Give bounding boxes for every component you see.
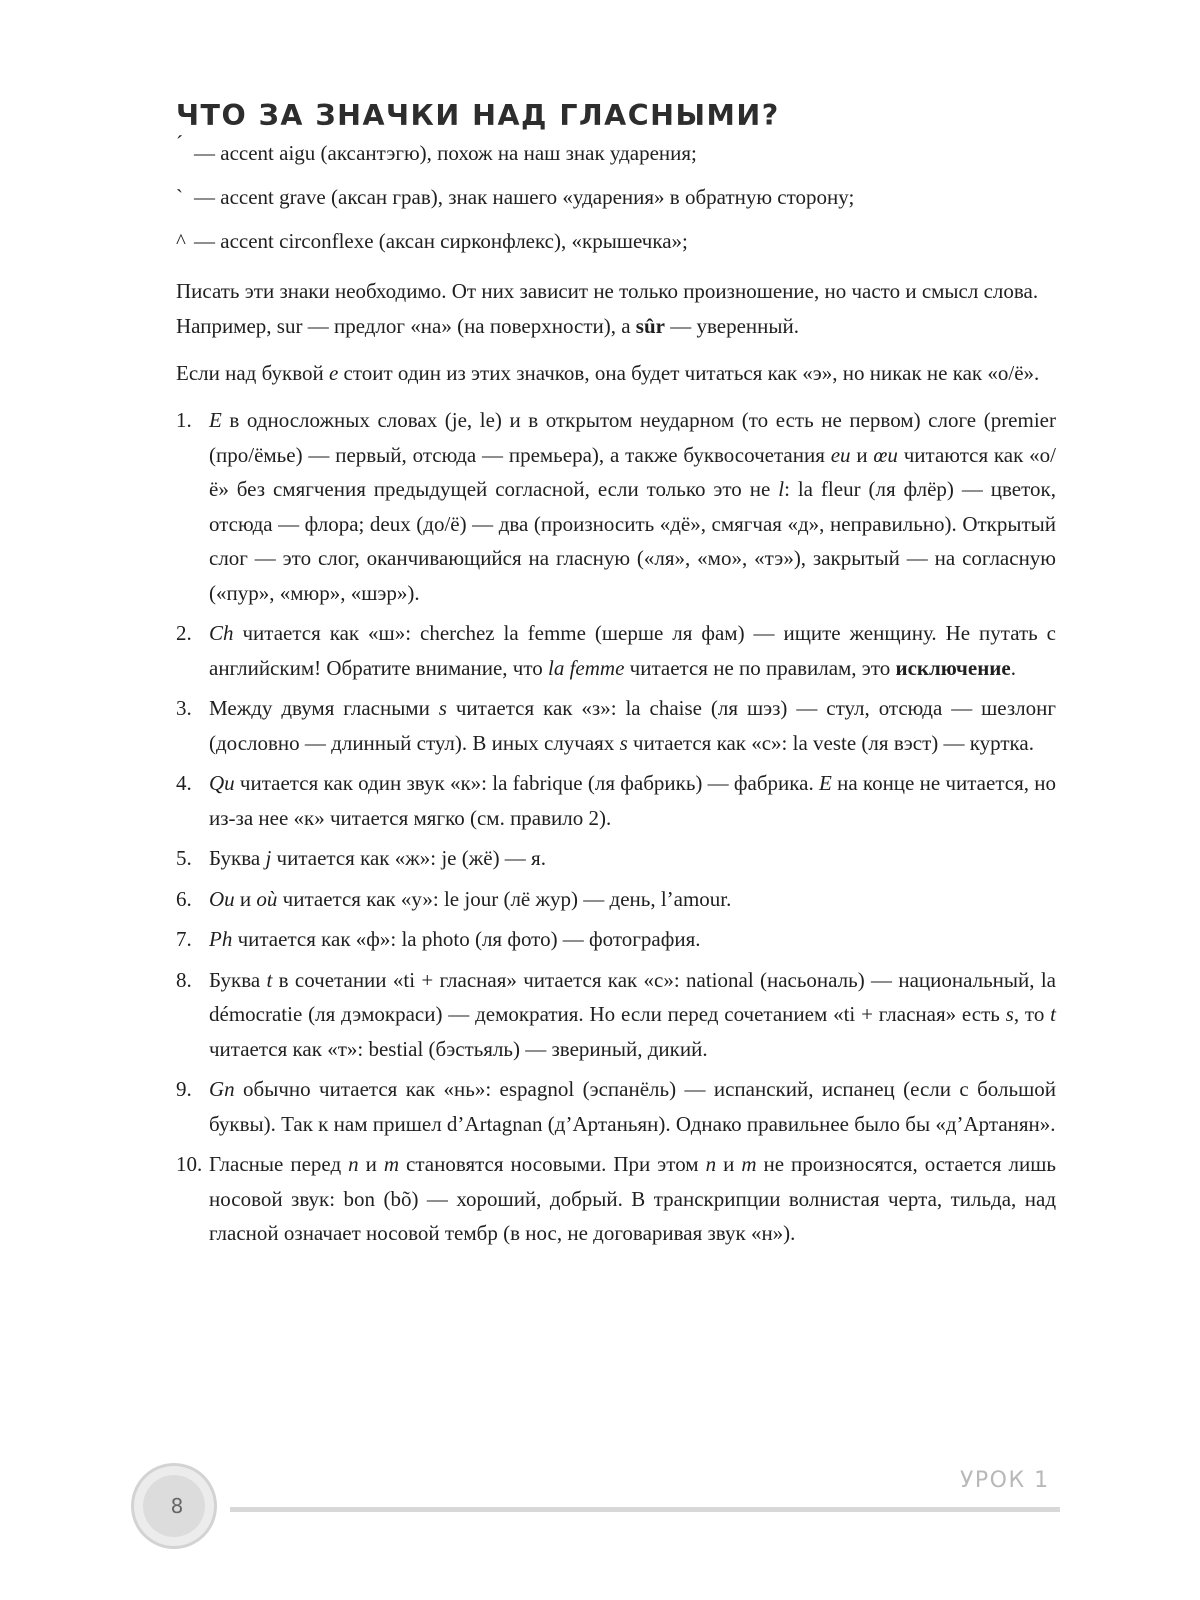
- list-item: 10. Гласные перед n и m становятся носовыми. При этом n и m не произносятся, остается лишь носовой звук: bon (bõ) — хороший, добрый. В транскрипции волнистая черта, тильда, над гласной означает носовой тембр (в нос, не договаривая звук «н»).: [176, 1152, 1056, 1245]
- rules-list: [176, 403, 1056, 1251]
- lesson-label: УРОК 1: [960, 1468, 1050, 1493]
- accent-aigu-mark: ´: [176, 131, 183, 155]
- accent-circonflexe-line: [176, 226, 1056, 256]
- paragraph-importance: Писать эти знаки необходимо. От них зависит не только произношение, но часто и смысл слова. Например, sur — предлог «на» (на поверхности), а sûr — уверенный.: [176, 279, 1039, 338]
- accent-aigu-line: [176, 131, 1056, 168]
- list-item: 7. Ph читается как «ф»: la photo (ля фото) — фотография.: [176, 927, 701, 951]
- page-number-badge: [131, 1463, 217, 1549]
- paragraph-e-reading: Если над буквой e стоит один из этих значков, она будет читаться как «э», но никак не как «о/ё».: [176, 361, 1040, 385]
- accent-circonflexe-text: — accent circonflexe (аксан сирконфлекс), «крышечка»;: [194, 229, 688, 253]
- list-item: 2. Ch читается как «ш»: cherchez la femme (шерше ля фам) — ищите женщину. Не путать с английским! Обратите внимание, что la femme читается не по правилам, это исключение.: [176, 621, 1056, 680]
- list-item: 4. Qu читается как один звук «к»: la fabrique (ля фабрикь) — фабрика. E на конце не читается, но из-за нее «к» читается мягко (см. правило 2).: [176, 771, 1056, 830]
- list-item: 3. Между двумя гласными s читается как «з»: la chaise (ля шэз) — стул, отсюда — шезлонг (дословно — длинный стул). В иных случаях s читается как «с»: la veste (ля вэст) — куртка.: [176, 696, 1057, 755]
- accent-circonflexe-mark: ^: [176, 229, 186, 253]
- accent-grave-mark: `: [176, 185, 183, 209]
- list-item: 9. Gn обычно читается как «нь»: espagnol (эспанёль) — испанский, испанец (если с большой буквы). Так к нам пришел d’Artagnan (д’Артаньян). Однако правильнее было бы «д’Артанян».: [176, 1077, 1056, 1136]
- list-item: 6. Ou и où читается как «у»: le jour (лё жур) — день, l’amour.: [176, 886, 732, 911]
- accent-grave-line: [176, 182, 1056, 212]
- page-content: [176, 96, 1056, 1257]
- accent-aigu-text: — accent aigu (аксантэгю), похож на наш знак ударения;: [194, 141, 697, 165]
- list-item: 8. Буква t в сочетании «ti + гласная» читается как «с»: national (насьональ) — национальный, la démocratie (ля дэмокраси) — демократия. Но если перед сочетанием «ti + гласная» есть s, то t читается как «т»: bestial (бэстьяль) — звериный, дикий.: [176, 967, 1056, 1061]
- list-item: 1. E в односложных словах (je, le) и в открытом неударном (то есть не первом) слоге (premier (про/ёмье) — первый, отсюда — премьера), а также буквосочетания eu и œu читаются как «о/ё» без смягчения предыдущей согласной, если только это не l: la fleur (ля флёр) — цветок, отсюда — флора; deux (до/ё) — два (произносить «дё», смягчая «д», неправильно). Открытый слог — это слог, оканчивающийся на гласную («ля», «мо», «тэ»), закрытый — на согласную («пур», «мюр», «шэр»).: [176, 408, 1056, 605]
- accent-grave-text: — accent grave (аксан грав), знак нашего «ударения» в обратную сторону;: [194, 185, 855, 209]
- footer-divider: [230, 1507, 1060, 1512]
- list-item: 5. Буква j читается как «ж»: je (жё) — я.: [176, 846, 546, 870]
- section-heading: ЧТО ЗА ЗНАЧКИ НАД ГЛАСНЫМИ?: [176, 99, 780, 132]
- page-number: 8: [170, 1494, 184, 1518]
